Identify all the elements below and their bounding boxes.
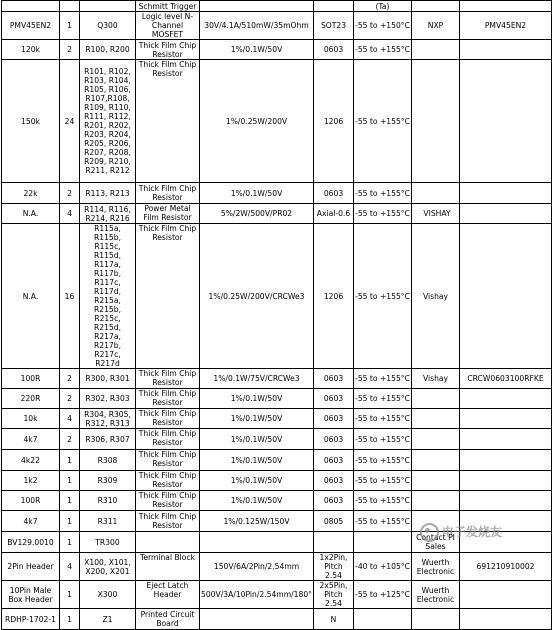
cell-part-number [460, 609, 552, 630]
cell-quantity: 4 [60, 409, 80, 429]
table-row [2, 409, 552, 429]
cell-temperature: -55 to +155°C [354, 40, 412, 60]
cell-part-number [460, 60, 552, 183]
cell-value: 10k [2, 409, 60, 429]
cell-ratings: 1%/0.1W/50V [200, 389, 314, 409]
cell-manufacturer [412, 389, 460, 409]
cell-manufacturer: Contact PI Sales [412, 532, 460, 553]
cell-package: 1x2Pin, Pitch 2.54 [314, 553, 354, 581]
cell-description: Eject Latch Header [136, 581, 200, 609]
cell-temperature: -55 to +155°C [354, 60, 412, 183]
cell-temperature [354, 609, 412, 630]
cell-quantity: 1 [60, 12, 80, 40]
cell-designators: R309 [80, 471, 136, 491]
cell-quantity: 2 [60, 389, 80, 409]
cell-temperature: -55 to +125°C [354, 581, 412, 609]
cell-description: Thick Film Chip Resistor [136, 511, 200, 532]
cell-ratings: 1%/0.125W/150V [200, 511, 314, 532]
cell-temperature [354, 532, 412, 553]
cell-value: PMV45EN2 [2, 12, 60, 40]
cell-package: 0603 [314, 40, 354, 60]
cell-description: Thick Film Chip Resistor [136, 471, 200, 491]
cell-ratings: 1%/0.1W/50V [200, 429, 314, 450]
cell-description: Thick Film Chip Resistor [136, 369, 200, 389]
cell-ratings: 1%/0.1W/75V/CRCWe3 [200, 369, 314, 389]
cell-ratings: 150V/6A/2Pin/2.54mm [200, 553, 314, 581]
cell-ratings: 1%/0.1W/50V [200, 183, 314, 204]
cell-description: Terminal Block [136, 553, 200, 581]
cell-ratings: 5%/2W/500V/PR02 [200, 204, 314, 224]
cell-quantity: 16 [60, 224, 80, 369]
cell-value: RDHP-1702-1 [2, 609, 60, 630]
cell-part-number [460, 491, 552, 511]
cell-designators: R114, R116, R214, R216 [80, 204, 136, 224]
cell-quantity: 24 [60, 60, 80, 183]
cell-quantity: 2 [60, 369, 80, 389]
table-row [2, 389, 552, 409]
cell-designators: X300 [80, 581, 136, 609]
cell-quantity: 4 [60, 204, 80, 224]
cell: Schmitt Trigger [136, 1, 200, 12]
cell-manufacturer [412, 429, 460, 450]
table-row [2, 553, 552, 581]
cell-package: Axial-0.6 [314, 204, 354, 224]
cell-manufacturer [412, 471, 460, 491]
cell [2, 1, 60, 12]
cell: (Ta) [354, 1, 412, 12]
cell-package: 0603 [314, 409, 354, 429]
cell-temperature: -55 to +155°C [354, 204, 412, 224]
cell-description: Thick Film Chip Resistor [136, 450, 200, 471]
cell-part-number: 691210910002 [460, 553, 552, 581]
cell-ratings: 1%/0.1W/50V [200, 491, 314, 511]
table-row-top [2, 1, 552, 12]
cell-description: Logic level N-Channel MOSFET [136, 12, 200, 40]
cell-designators: R310 [80, 491, 136, 511]
cell-description: Thick Film Chip Resistor [136, 40, 200, 60]
cell-description: Thick Film Chip Resistor [136, 224, 200, 369]
cell-package: N [314, 609, 354, 630]
cell-package: 0603 [314, 491, 354, 511]
cell-package: 0603 [314, 369, 354, 389]
cell-ratings [200, 532, 314, 553]
table-row [2, 183, 552, 204]
cell-value: 100R [2, 491, 60, 511]
cell-quantity: 2 [60, 40, 80, 60]
cell-ratings: 30V/4.1A/510mW/35mOhm [200, 12, 314, 40]
cell-value: 4k7 [2, 429, 60, 450]
cell-package: 0603 [314, 450, 354, 471]
table-row [2, 204, 552, 224]
cell-value: 10Pin Male Box Header [2, 581, 60, 609]
cell-value: 22k [2, 183, 60, 204]
cell [314, 1, 354, 12]
cell-designators: Z1 [80, 609, 136, 630]
watermark-text: 电子发烧友 [442, 525, 503, 539]
cell-quantity: 1 [60, 532, 80, 553]
cell-package [314, 532, 354, 553]
cell-description [136, 532, 200, 553]
cell-value: 150k [2, 60, 60, 183]
cell-ratings: 1%/0.1W/50V [200, 409, 314, 429]
table-row [2, 609, 552, 630]
cell-ratings: 1%/0.1W/50V [200, 450, 314, 471]
cell-ratings: 1%/0.25W/200V [200, 60, 314, 183]
cell [200, 1, 314, 12]
cell-quantity: 2 [60, 429, 80, 450]
cell-quantity: 1 [60, 450, 80, 471]
cell-description: Thick Film Chip Resistor [136, 183, 200, 204]
cell-designators: R311 [80, 511, 136, 532]
cell-ratings: 1%/0.25W/200V/CRCWe3 [200, 224, 314, 369]
cell-part-number [460, 204, 552, 224]
cell-designators: R101, R102, R103, R104, R105, R106, R107,R108, R109, R110, R111, R112, R201, R202, R203, R204, R205, R206, R207, R208, R209, R210, R211, R212 [80, 60, 136, 183]
cell-temperature: -55 to +155°C [354, 389, 412, 409]
cell-designators: R300, R301 [80, 369, 136, 389]
table-row [2, 40, 552, 60]
cell-description: Thick Film Chip Resistor [136, 429, 200, 450]
cell-part-number [460, 409, 552, 429]
cell-package: 0603 [314, 389, 354, 409]
table-row [2, 450, 552, 471]
cell-description: Thick Film Chip Resistor [136, 389, 200, 409]
cell-designators: R304, R305, R312, R313 [80, 409, 136, 429]
cell-package: 0603 [314, 429, 354, 450]
cell-designators: R302, R303 [80, 389, 136, 409]
cell-manufacturer [412, 491, 460, 511]
cell-designators: X100, X101, X200, X201 [80, 553, 136, 581]
cell-package: 2x5Pin, Pitch 2.54 [314, 581, 354, 609]
cell-temperature: -55 to +155°C [354, 511, 412, 532]
cell-temperature: -55 to +150°C [354, 12, 412, 40]
cell-designators: R306, R307 [80, 429, 136, 450]
cell-manufacturer: Vishay [412, 369, 460, 389]
cell-package: SOT23 [314, 12, 354, 40]
cell [80, 1, 136, 12]
cell-manufacturer [412, 409, 460, 429]
cell-value: N.A. [2, 224, 60, 369]
table-row [2, 224, 552, 369]
cell-quantity: 2 [60, 183, 80, 204]
cell-temperature: -55 to +155°C [354, 429, 412, 450]
cell-part-number [460, 450, 552, 471]
cell-part-number [460, 224, 552, 369]
cell-package: 0603 [314, 471, 354, 491]
cell-value: 4k7 [2, 511, 60, 532]
table-row [2, 12, 552, 40]
cell-quantity: 1 [60, 609, 80, 630]
cell-part-number [460, 429, 552, 450]
cell-part-number: CRCW0603100RFKE [460, 369, 552, 389]
cell-value: N.A. [2, 204, 60, 224]
table-row [2, 581, 552, 609]
cell-package: 1206 [314, 224, 354, 369]
cell-package: 0603 [314, 183, 354, 204]
cell-quantity: 1 [60, 471, 80, 491]
cell [460, 1, 552, 12]
cell-manufacturer [412, 183, 460, 204]
cell-manufacturer: VISHAY [412, 204, 460, 224]
cell-value: 100R [2, 369, 60, 389]
cell-package: 0805 [314, 511, 354, 532]
cell-manufacturer [412, 450, 460, 471]
cell-designators: R115a, R115b, R115c, R115d, R117a, R117b, R117c, R117d, R215a, R215b, R215c, R215d, R217a, R217b, R217c, R217d [80, 224, 136, 369]
cell-manufacturer: NXP [412, 12, 460, 40]
table-row [2, 429, 552, 450]
cell-ratings [200, 609, 314, 630]
table-row [2, 471, 552, 491]
cell-quantity: 1 [60, 581, 80, 609]
cell-designators: TR300 [80, 532, 136, 553]
cell-description: Power Metal Film Resistor [136, 204, 200, 224]
cell-description: Printed Circuit Board [136, 609, 200, 630]
cell-manufacturer: Wuerth Electronic [412, 553, 460, 581]
cell-part-number [460, 183, 552, 204]
cell-temperature: -55 to +155°C [354, 409, 412, 429]
cell-value: 4k22 [2, 450, 60, 471]
cell-designators: R308 [80, 450, 136, 471]
cell-value: 220R [2, 389, 60, 409]
cell-quantity: 1 [60, 491, 80, 511]
cell-description: Thick Film Chip Resistor [136, 60, 200, 183]
table-row [2, 491, 552, 511]
cell-ratings: 500V/3A/10Pin/2.54mm/180° [200, 581, 314, 609]
cell-part-number [460, 581, 552, 609]
cell-temperature: -55 to +155°C [354, 471, 412, 491]
cell-part-number [460, 40, 552, 60]
cell-temperature: -55 to +155°C [354, 224, 412, 369]
cell-package: 1206 [314, 60, 354, 183]
cell-part-number [460, 471, 552, 491]
cell-manufacturer [412, 609, 460, 630]
cell-temperature: -55 to +155°C [354, 491, 412, 511]
cell [412, 1, 460, 12]
cell-designators: Q300 [80, 12, 136, 40]
cell-manufacturer: Vishay [412, 224, 460, 369]
cell-description: Thick Film Chip Resistor [136, 409, 200, 429]
cell-value: 1k2 [2, 471, 60, 491]
cell-quantity: 4 [60, 553, 80, 581]
cell [60, 1, 80, 12]
cell-designators: R113, R213 [80, 183, 136, 204]
table-row [2, 369, 552, 389]
cell-value: BV129.0010 [2, 532, 60, 553]
cell-part-number [460, 389, 552, 409]
table-row [2, 60, 552, 183]
cell-temperature: -40 to +105°C [354, 553, 412, 581]
watermark-logo-icon [420, 523, 439, 542]
cell-manufacturer [412, 40, 460, 60]
cell-quantity: 1 [60, 511, 80, 532]
cell-temperature: -55 to +155°C [354, 369, 412, 389]
cell-description: Thick Film Chip Resistor [136, 491, 200, 511]
cell-value: 120k [2, 40, 60, 60]
cell-ratings: 1%/0.1W/50V [200, 40, 314, 60]
cell-manufacturer [412, 60, 460, 183]
cell-temperature: -55 to +155°C [354, 450, 412, 471]
cell-value: 2Pin Header [2, 553, 60, 581]
watermark [420, 523, 502, 542]
cell-designators: R100, R200 [80, 40, 136, 60]
cell-ratings: 1%/0.1W/50V [200, 471, 314, 491]
cell-part-number: PMV45EN2 [460, 12, 552, 40]
cell-temperature: -55 to +155°C [354, 183, 412, 204]
cell-manufacturer: Wuerth Electronic [412, 581, 460, 609]
